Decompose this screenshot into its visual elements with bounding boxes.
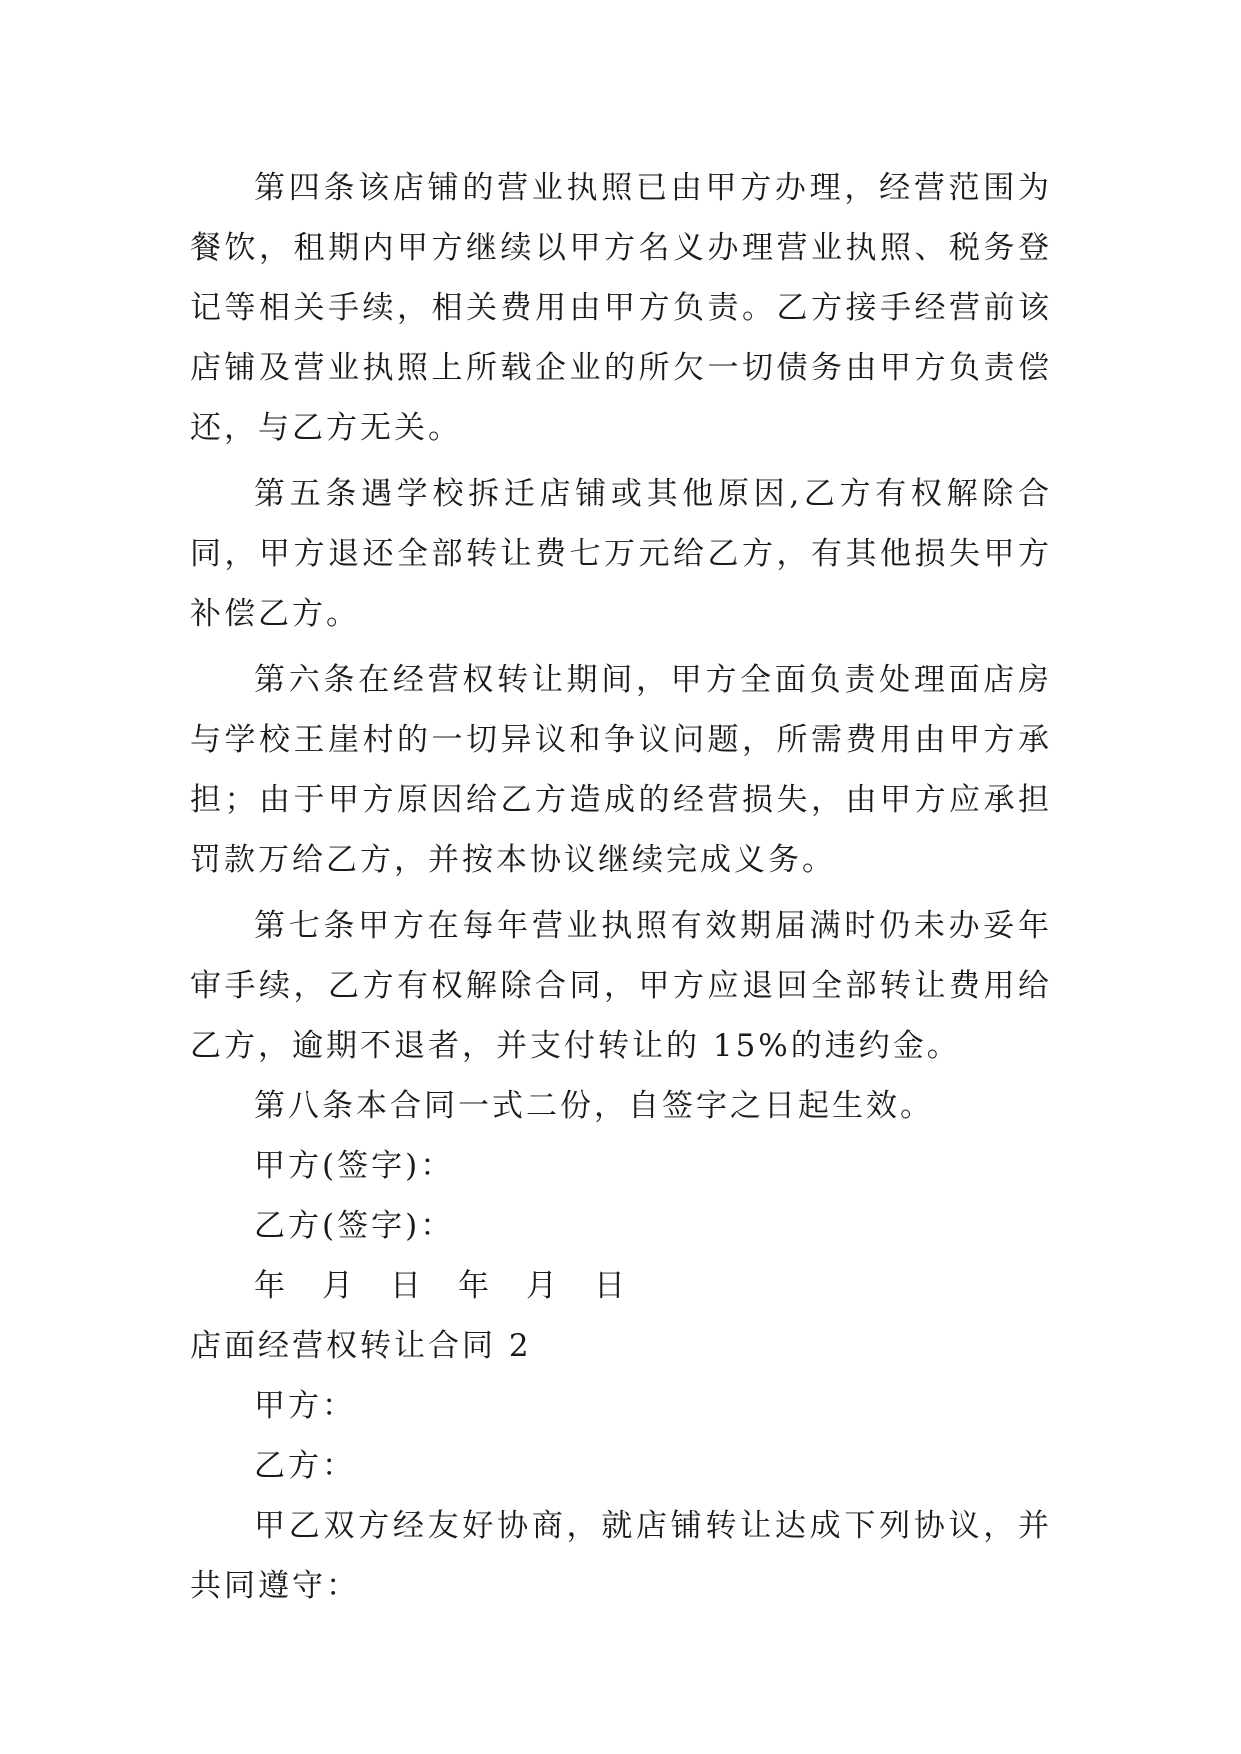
party-b-signature-line: 乙方(签字)： xyxy=(254,1208,455,1244)
clause-6-paragraph: 第六条在经营权转让期间，甲方全面负责处理面店房与学校王崖村的一切异议和争议问题，所需费用由甲方承担；由于甲方原因给乙方造成的经营损失，由甲方应承担罚款万给乙方，并按本协议继续完成义务。 xyxy=(190,662,1052,878)
party-a-line: 甲方： xyxy=(254,1388,356,1424)
clause-7-paragraph: 第七条甲方在每年营业执照有效期届满时仍未办妥年审手续，乙方有权解除合同，甲方应退回全部转让费用给乙方，逾期不退者，并支付转让的 15%的违约金。 xyxy=(190,908,1052,1064)
party-b-line: 乙方： xyxy=(254,1448,356,1484)
party-a-signature-line: 甲方(签字)： xyxy=(254,1148,455,1184)
clause-5-paragraph: 第五条遇学校拆迁店铺或其他原因,乙方有权解除合同，甲方退还全部转让费七万元给乙方，有其他损失甲方补偿乙方。 xyxy=(190,476,1052,632)
section-title: 店面经营权转让合同 2 xyxy=(190,1328,532,1364)
document-body xyxy=(190,158,1052,1616)
clause-4-paragraph: 第四条该店铺的营业执照已由甲方办理，经营范围为餐饮，租期内甲方继续以甲方名义办理营业执照、税务登记等相关手续，相关费用由甲方负责。乙方接手经营前该店铺及营业执照上所载企业的所欠一切债务由甲方负责偿还，与乙方无关。 xyxy=(190,170,1052,446)
clause-8-paragraph: 第八条本合同一式二份，自签字之日起生效。 xyxy=(254,1088,934,1124)
agreement-intro-paragraph: 甲乙双方经友好协商，就店铺转让达成下列协议，并共同遵守： xyxy=(190,1508,1052,1604)
date-line: 年 月 日 年 月 日 xyxy=(254,1268,628,1304)
